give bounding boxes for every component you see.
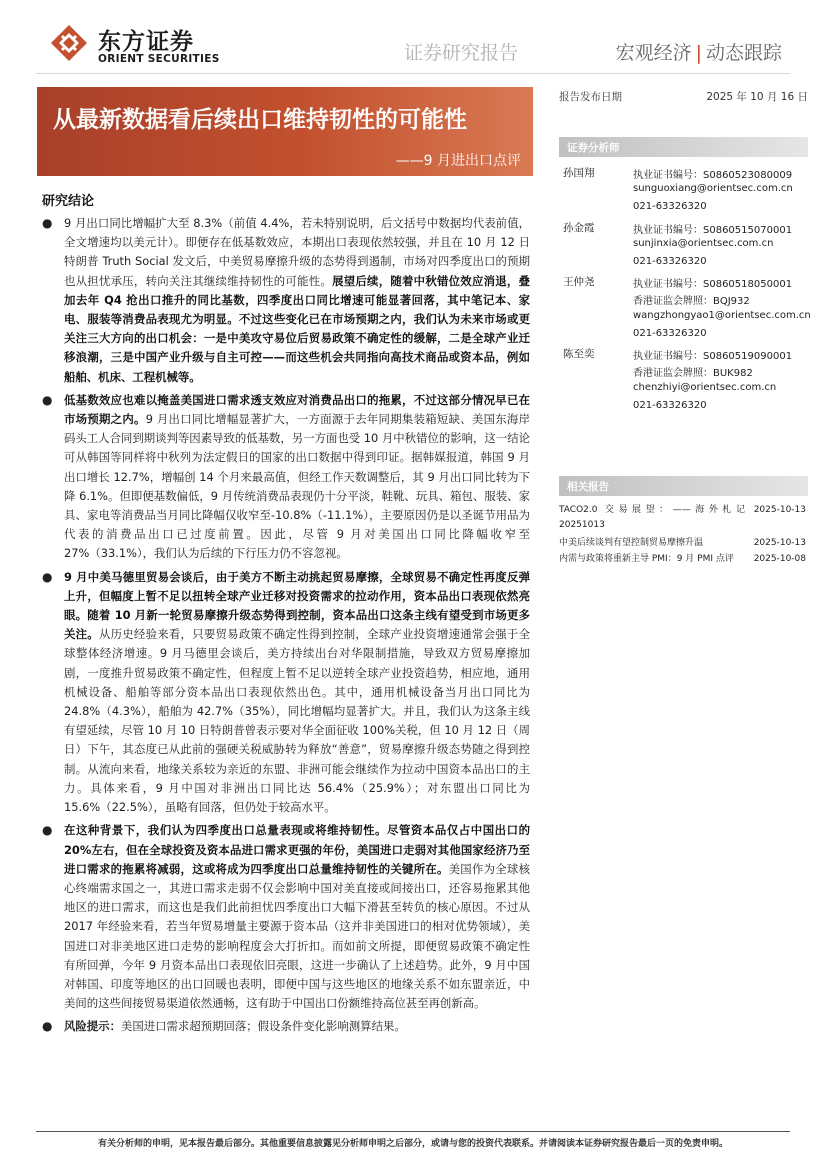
related-report-title[interactable]: 内需与政策将重新主导 PMI：9 月 PMI 点评 (559, 554, 734, 564)
analyst-name: 孙金霞 (563, 222, 595, 234)
section-title: 研究结论 (42, 194, 95, 209)
paragraph-text: 美国作为全球核心终端需求国之一，其进口需求走弱不仅会影响中国对美直接或间接出口，还容易拖累其他地区的进口需求，而这也是我们此前担忧四季度出口大幅下滑甚至转负的核心原因。不过从 2017 年经验来看，若当年贸易增量主要源于资本品（这并非美国进口的相对优势领域），美国进口对非美地区进口走势的影响程度会大打折扣。而如前文所提，即便贸易政策不确定性有所回弹，今年 9 月资本品出口表现依旧亮眼，这进一步确认了上述趋势。此外，9 月中国对韩国、印度等地区的出口回暖也表明，即便中国与这些地区的地缘关系不如东盟亲近，中美间的这些间接贸易渠道依然通畅，这有助于中国出口份额维持高位甚至再创新高。 (64, 861, 530, 1011)
bullet-icon: ● (42, 392, 53, 407)
category-macro: 宏观经济 (615, 42, 692, 64)
paragraph-text: 从历史经验来看，只要贸易政策不确定性得到控制，全球产业投资增速通常会强于全球整体经济增速。9 月马德里会谈后，美方持续出台对华限制措施，导致双方贸易摩擦加剧，一度推升贸易政策不确定性，但程度上暂不足以逆转全球产业投资趋势，相应地，通用机械设备、船舶等部分资本品出口表现依然出色。其中，通用机械设备当月出口同比为 24.8%（4.3%），船舶为 42.7%（35%），同比增幅均显著扩大。并且，我们认为这条主线有望延续，尽管 10 月 10 日特朗普曾表示要对华全面征收 100%关税，但 10 月 12 日（周日）下午，其态度已从此前的强硬关税威胁转为释放“善意”，贸易摩擦升级态势随之得到控制。从流向来看，地缘关系较为亲近的东盟、非洲可能会继续作为拉动中国资本品出口的主力。具体来看，9 月中国对非洲出口同比达 56.4%（25.9%）；对东盟出口同比为 15.6%（22.5%），虽略有回落，但仍处于较高水平。 (64, 627, 530, 815)
related-report-date: 2025-10-13 (753, 538, 806, 548)
report-date-value: 2025 年 10 月 16 日 (706, 91, 808, 103)
related-heading: 相关报告 (567, 481, 609, 493)
analyst-phone: 021-63326320 (633, 400, 707, 411)
analyst-phone: 021-63326320 (633, 256, 707, 267)
analyst-hk-license: 香港证监会牌照：BUK982 (633, 368, 753, 379)
analyst-cert: 执业证书编号：S0860519090001 (633, 351, 793, 362)
related-report-date: 2025-10-08 (753, 554, 806, 564)
title-banner (37, 87, 533, 176)
paragraph-text: 9 月出口同比增幅显著扩大，一方面源于去年同期集装箱短缺、美国东海岸码头工人合同到期谈判等因素导致的低基数，另一方面也受 10 月中秋错位的影响，这一结论可从韩国等同样将中秋列为法定假日的国家的出口数据中得到印证。据韩媒报道，韩国 9 月出口增长 12.7%，增幅创 14 个月来最高值，但经工作天数调整后，其 9 月出口同比转为下降 6.1%。但即便基数偏低，9 月传统消费品表现仍十分平淡，鞋靴、玩具、箱包、服装、家具、家电等消费品当月同比降幅仅收窄至-10.8%（-11.1%），主要原因仍是以圣诞节用品为代表的消费品出口已过度前置。因此，尽管 9 月对美国出口同比降幅收窄至 27%（33.1%），我们认为后续的下行压力仍不容忽视。 (64, 412, 530, 561)
company-logo (50, 20, 225, 68)
paragraph-bold-text: 9 月中美马德里贸易会谈后，由于美方不断主动挑起贸易摩擦，全球贸易不确定性再度反弹上升，但幅度上暂不足以扭转全球产业迁移对投资需求的拉动作用，资本品出口表现依然亮眼。随着 10 月新一轮贸易摩擦升级态势得到控制，资本品出口这条主线有望受到市场更多关注。 (64, 569, 530, 642)
conclusion-paragraph (40, 391, 530, 564)
analyst-name: 孙国翔 (563, 167, 595, 179)
analyst-phone: 021-63326320 (633, 328, 707, 339)
related-report-title[interactable]: TACO2.0 交易展望：——海外札记 20251013 (559, 505, 745, 530)
paragraph-text: 9 月出口同比增幅扩大至 8.3%（前值 4.4%，若未特别说明，后文括号中数据均代表前值，全文增速均以美元计）。即便存在低基数效应，本期出口表现依然较强，并且在 10 月 12 日特朗普 Truth Social 发文后，中美贸易摩擦升级的态势得到遏制，市场对四季度出口的预期也从担忧承压，转向关注其继续维持韧性的可能性。 (64, 216, 530, 288)
conclusion-paragraph (40, 214, 530, 387)
paragraph-bold-text: 低基数效应也难以掩盖美国进口需求透支效应对消费品出口的拖累，不过这部分情况早已在市场预期之内。 (64, 392, 530, 427)
conclusion-paragraph (40, 568, 530, 818)
footer-disclaimer: 有关分析师的申明，见本报告最后部分。其他重要信息披露见分析师申明之后部分，或请与您的投资代表联系。并请阅读本证券研究报告最后一页的免责申明。 (97, 1139, 728, 1149)
risk-label: 风险提示： (64, 1019, 121, 1034)
analyst-cert: 执业证书编号：S0860515070001 (633, 225, 793, 236)
category-separator: | (695, 42, 702, 64)
logo-text-en: ORIENT SECURITIES (98, 53, 220, 65)
bullet-icon: ● (42, 823, 53, 838)
bullet-icon: ● (42, 569, 53, 584)
analyst-cert: 执业证书编号：S0860523080009 (633, 170, 793, 181)
analyst-email[interactable]: wangzhongyao1@orientsec.com.cn (633, 310, 811, 321)
related-report-date: 2025-10-13 (753, 505, 806, 515)
analyst-cert: 执业证书编号：S0860518050001 (633, 279, 793, 290)
report-subtitle: ——9 月进出口点评 (395, 153, 521, 169)
bullet-icon: ● (42, 1019, 53, 1034)
report-date (559, 89, 808, 104)
report-category (616, 38, 782, 65)
related-report[interactable] (559, 552, 808, 567)
category-tracking: 动态跟踪 (705, 42, 782, 64)
conclusion-paragraph (40, 821, 530, 1013)
analyst-phone: 021-63326320 (633, 201, 707, 212)
risk-warning (40, 1017, 530, 1036)
analyst-name: 陈至奕 (563, 348, 595, 360)
analyst-hk-license: 香港证监会牌照：BQJ932 (633, 296, 750, 307)
paragraph-bold-text: 展望后续，随着中秋错位效应消退，叠加去年 Q4 抢出口推升的同比基数，四季度出口同比增速可能显著回落，其中笔记本、家电、服装等消费品表现尤为明显。不过这些变化已在市场预期之内，我们认为未来市场或更关注三大方向的出口机会：一是中美攻守易位后贸易政策不确定性的缓解，二是全球产业迁移浪潮，三是中国产业升级与自主可控——而这些机会共同指向高技术商品或资本品，例如船舶、机床、工程机械等。 (64, 273, 530, 384)
footer-divider (36, 1131, 790, 1132)
logo-text-cn: 东方证券 (98, 29, 194, 55)
header-divider (36, 73, 790, 74)
report-date-label: 报告发布日期 (559, 91, 622, 103)
analyst-email[interactable]: sunguoxiang@orientsec.com.cn (633, 183, 793, 194)
orient-logo-icon (50, 24, 88, 62)
report-title: 从最新数据看后续出口维持韧性的可能性 (53, 107, 467, 133)
related-heading-bar (559, 476, 808, 496)
paragraph-bold-text: 在这种背景下，我们认为四季度出口总量表现或将维持韧性。尽管资本品仅占中国出口的 20%左右，但在全球投资及资本品进口需求更强的年份，美国进口走弱对其他国家经济乃至进口需求的拖累将减弱，这或将成为四季度出口总量维持韧性的关键所在。 (64, 823, 530, 876)
analyst-heading-bar (559, 137, 808, 157)
related-report[interactable] (559, 536, 808, 551)
bullet-icon: ● (42, 216, 53, 230)
analyst-name: 王仲尧 (563, 276, 595, 288)
analyst-email[interactable]: sunjinxia@orientsec.com.cn (633, 238, 774, 249)
analyst-email[interactable]: chenzhiyi@orientsec.com.cn (633, 382, 777, 393)
risk-text: 美国进口需求超预期回落；假设条件变化影响测算结果。 (120, 1019, 406, 1034)
related-report[interactable] (559, 503, 808, 532)
research-conclusions (40, 214, 530, 1037)
related-report-title[interactable]: 中美后续谈判有望控制贸易摩擦升温 (559, 538, 704, 548)
report-type: 证券研究报告 (404, 42, 519, 64)
analyst-heading: 证券分析师 (567, 142, 620, 154)
